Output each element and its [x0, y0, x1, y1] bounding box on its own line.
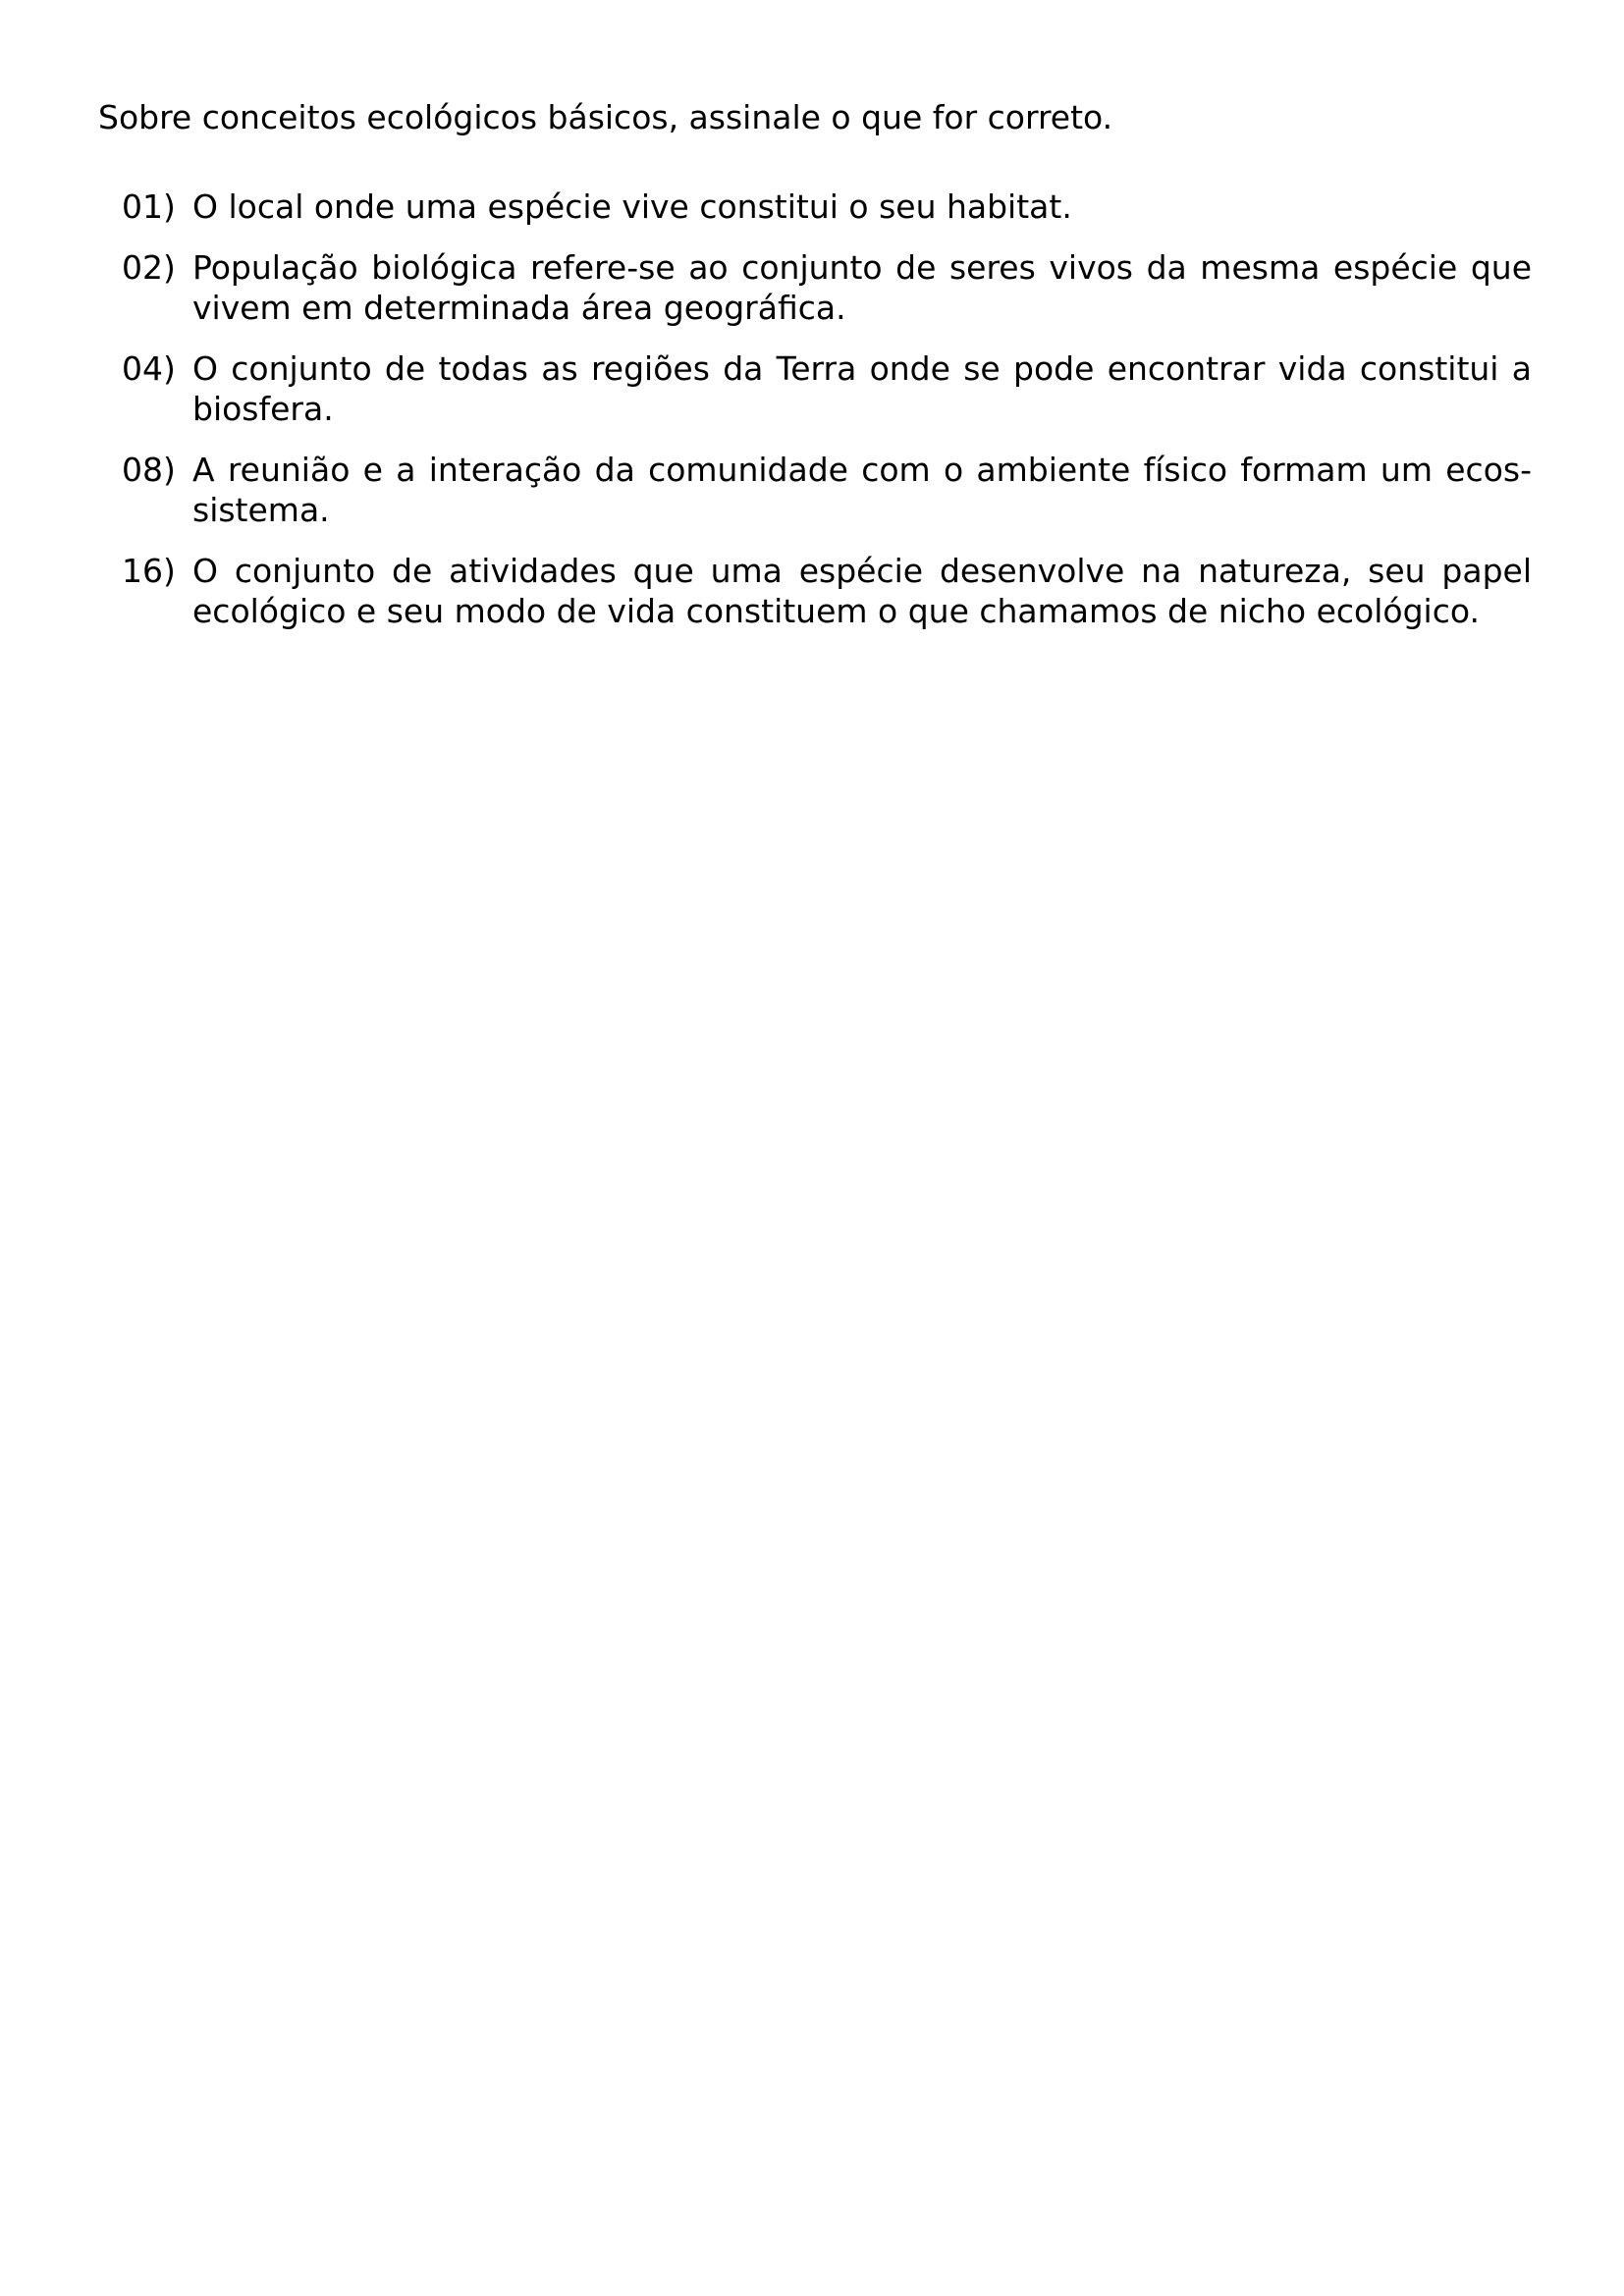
answer-option-04 — [122, 348, 1532, 429]
option-text: O local onde uma espécie vive constitui o seu habitat. — [192, 187, 1072, 226]
option-text: A reunião e a interação da comunidade com o ambiente físico formam um ecos-sistema. — [192, 451, 1532, 529]
answer-option-16 — [122, 551, 1532, 631]
answer-option-02 — [122, 247, 1532, 328]
answer-options-list — [122, 187, 1532, 652]
answer-option-08 — [122, 450, 1532, 530]
option-number: 02) — [122, 248, 176, 287]
option-number: 16) — [122, 552, 176, 590]
option-text: O conjunto de todas as regiões da Terra onde se pode encontrar vida constitui a biosfera. — [192, 349, 1532, 428]
option-number: 01) — [122, 187, 176, 226]
option-text: O conjunto de atividades que uma espécie desenvolve na natureza, seu papel ecológico e seu modo de vida constituem o que chamamos de nicho ecológico. — [192, 552, 1532, 630]
option-number: 08) — [122, 451, 176, 489]
answer-option-01 — [122, 187, 1532, 227]
question-prompt: Sobre conceitos ecológicos básicos, assinale o que for correto. — [98, 98, 1113, 136]
option-number: 04) — [122, 349, 176, 388]
option-text: População biológica refere-se ao conjunto de seres vivos da mesma espécie que vivem em determinada área geográfica. — [192, 248, 1532, 327]
